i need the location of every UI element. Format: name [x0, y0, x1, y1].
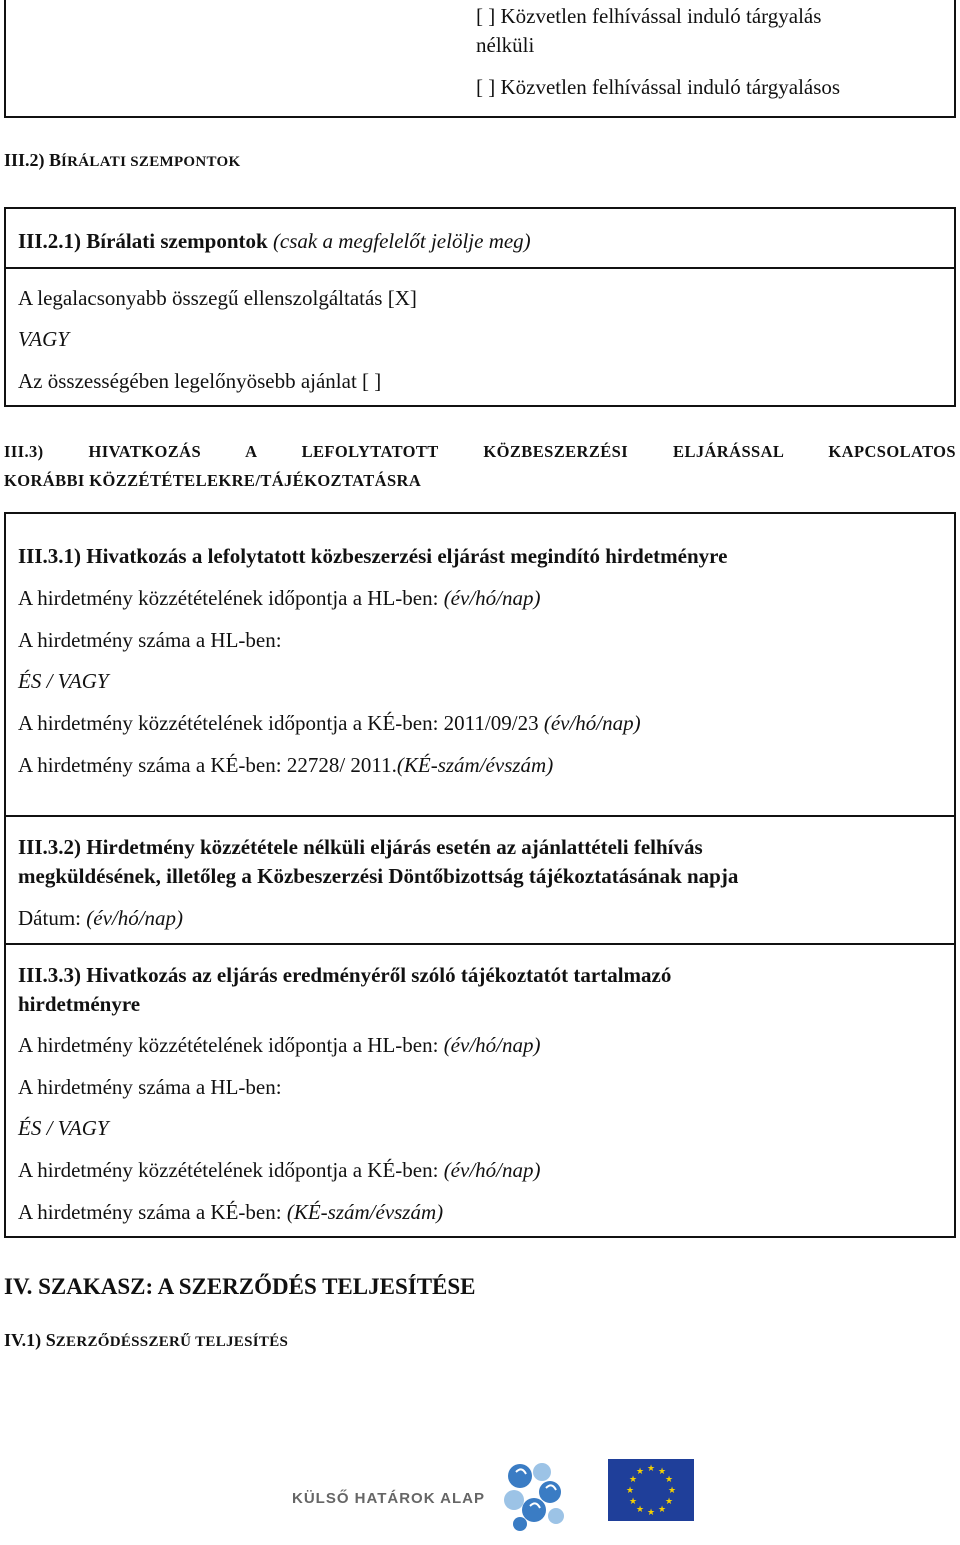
ke-date-line: A hirdetmény közzétételének időpontja a KÉ-ben: 2011/09/23 (év/hó/nap)	[18, 711, 641, 735]
result-ke-date-line: A hirdetmény közzétételének időpontja a KÉ-ben: (év/hó/nap)	[18, 1158, 541, 1182]
award-criteria-heading: III.2.1) Bírálati szempontok (csak a megfelelőt jelölje meg)	[18, 229, 531, 253]
result-notice-heading-2: hirdetményre	[18, 992, 141, 1016]
no-notice-date: Dátum: (év/hó/nap)	[18, 906, 184, 930]
external-borders-fund-logo-text: KÜLSŐ HATÁROK ALAP	[292, 1490, 485, 1507]
eu-flag-icon	[608, 1459, 694, 1521]
section-heading-3-3-cont: KORÁBBI KÖZZÉTÉTELEKRE/TÁJÉKOZTATÁSRA	[4, 471, 422, 490]
procedure-type-box	[4, 0, 956, 118]
award-criteria-box	[4, 207, 956, 407]
result-hl-date-line: A hirdetmény közzétételének időpontja a HL-ben: (év/hó/nap)	[18, 1033, 541, 1057]
option-negotiated-without: [ ] Közvetlen felhívással induló tárgyalás	[476, 4, 822, 28]
result-notice-box	[4, 943, 956, 1238]
lowest-price-option: A legalacsonyabb összegű ellenszolgáltatás [X]	[18, 286, 417, 310]
svg-text:★: ★	[625, 1486, 635, 1496]
hl-date-line: A hirdetmény közzétételének időpontja a HL-ben: (év/hó/nap)	[18, 586, 541, 610]
svg-text:★: ★	[657, 1505, 667, 1515]
svg-text:★: ★	[667, 1486, 677, 1496]
reference-notice-heading: III.3.1) Hivatkozás a lefolytatott közbeszerzési eljárást megindító hirdetményre	[18, 544, 728, 568]
no-notice-heading-2: megküldésének, illetőleg a Közbeszerzési Döntőbizottság tájékoztatásának napja	[18, 864, 739, 888]
svg-text:★: ★	[628, 1497, 638, 1507]
fund-emblem-icon	[498, 1458, 570, 1536]
svg-text:★: ★	[635, 1505, 645, 1515]
result-hl-number-line: A hirdetmény száma a HL-ben:	[18, 1075, 282, 1099]
ke-number-line: A hirdetmény száma a KÉ-ben: 22728/ 2011.(KÉ-szám/évszám)	[18, 753, 554, 777]
section-heading-4-1: IV.1) SZERZŐDÉSSZERŰ TELJESÍTÉS	[4, 1330, 289, 1350]
hl-number-line: A hirdetmény száma a HL-ben:	[18, 628, 282, 652]
svg-text:★: ★	[628, 1475, 638, 1485]
option-negotiated-without-cont: nélküli	[476, 33, 535, 57]
no-notice-box	[4, 815, 956, 945]
reference-notice-box	[4, 512, 956, 817]
svg-text:★: ★	[635, 1467, 645, 1477]
svg-text:★: ★	[646, 1464, 656, 1474]
best-value-option: Az összességében legelőnyösebb ajánlat [ ]	[18, 369, 382, 393]
option-negotiated-with: [ ] Közvetlen felhívással induló tárgyalásos	[476, 75, 841, 99]
no-notice-heading-1: III.3.2) Hirdetmény közzététele nélküli eljárás esetén az ajánlattételi felhívás	[18, 835, 703, 859]
divider	[6, 267, 954, 269]
svg-text:★: ★	[664, 1497, 674, 1507]
result-and-or-label: ÉS / VAGY	[18, 1116, 109, 1140]
svg-text:★: ★	[664, 1475, 674, 1485]
svg-text:★: ★	[646, 1508, 656, 1518]
section-heading-3-2: III.2) BÍRÁLATI SZEMPONTOK	[4, 150, 241, 170]
section-heading-4: IV. SZAKASZ: A SZERZŐDÉS TELJESÍTÉSE	[4, 1274, 476, 1299]
section-heading-3-3: III.3) HIVATKOZÁS A LEFOLYTATOTT KÖZBESZERZÉSI ELJÁRÁSSAL KAPCSOLATOS	[4, 442, 956, 461]
or-label: VAGY	[18, 327, 69, 351]
and-or-label: ÉS / VAGY	[18, 669, 109, 693]
result-notice-heading-1: III.3.3) Hivatkozás az eljárás eredményéről szóló tájékoztatót tartalmazó	[18, 963, 672, 987]
svg-text:★: ★	[657, 1467, 667, 1477]
result-ke-number-line: A hirdetmény száma a KÉ-ben: (KÉ-szám/évszám)	[18, 1200, 444, 1224]
